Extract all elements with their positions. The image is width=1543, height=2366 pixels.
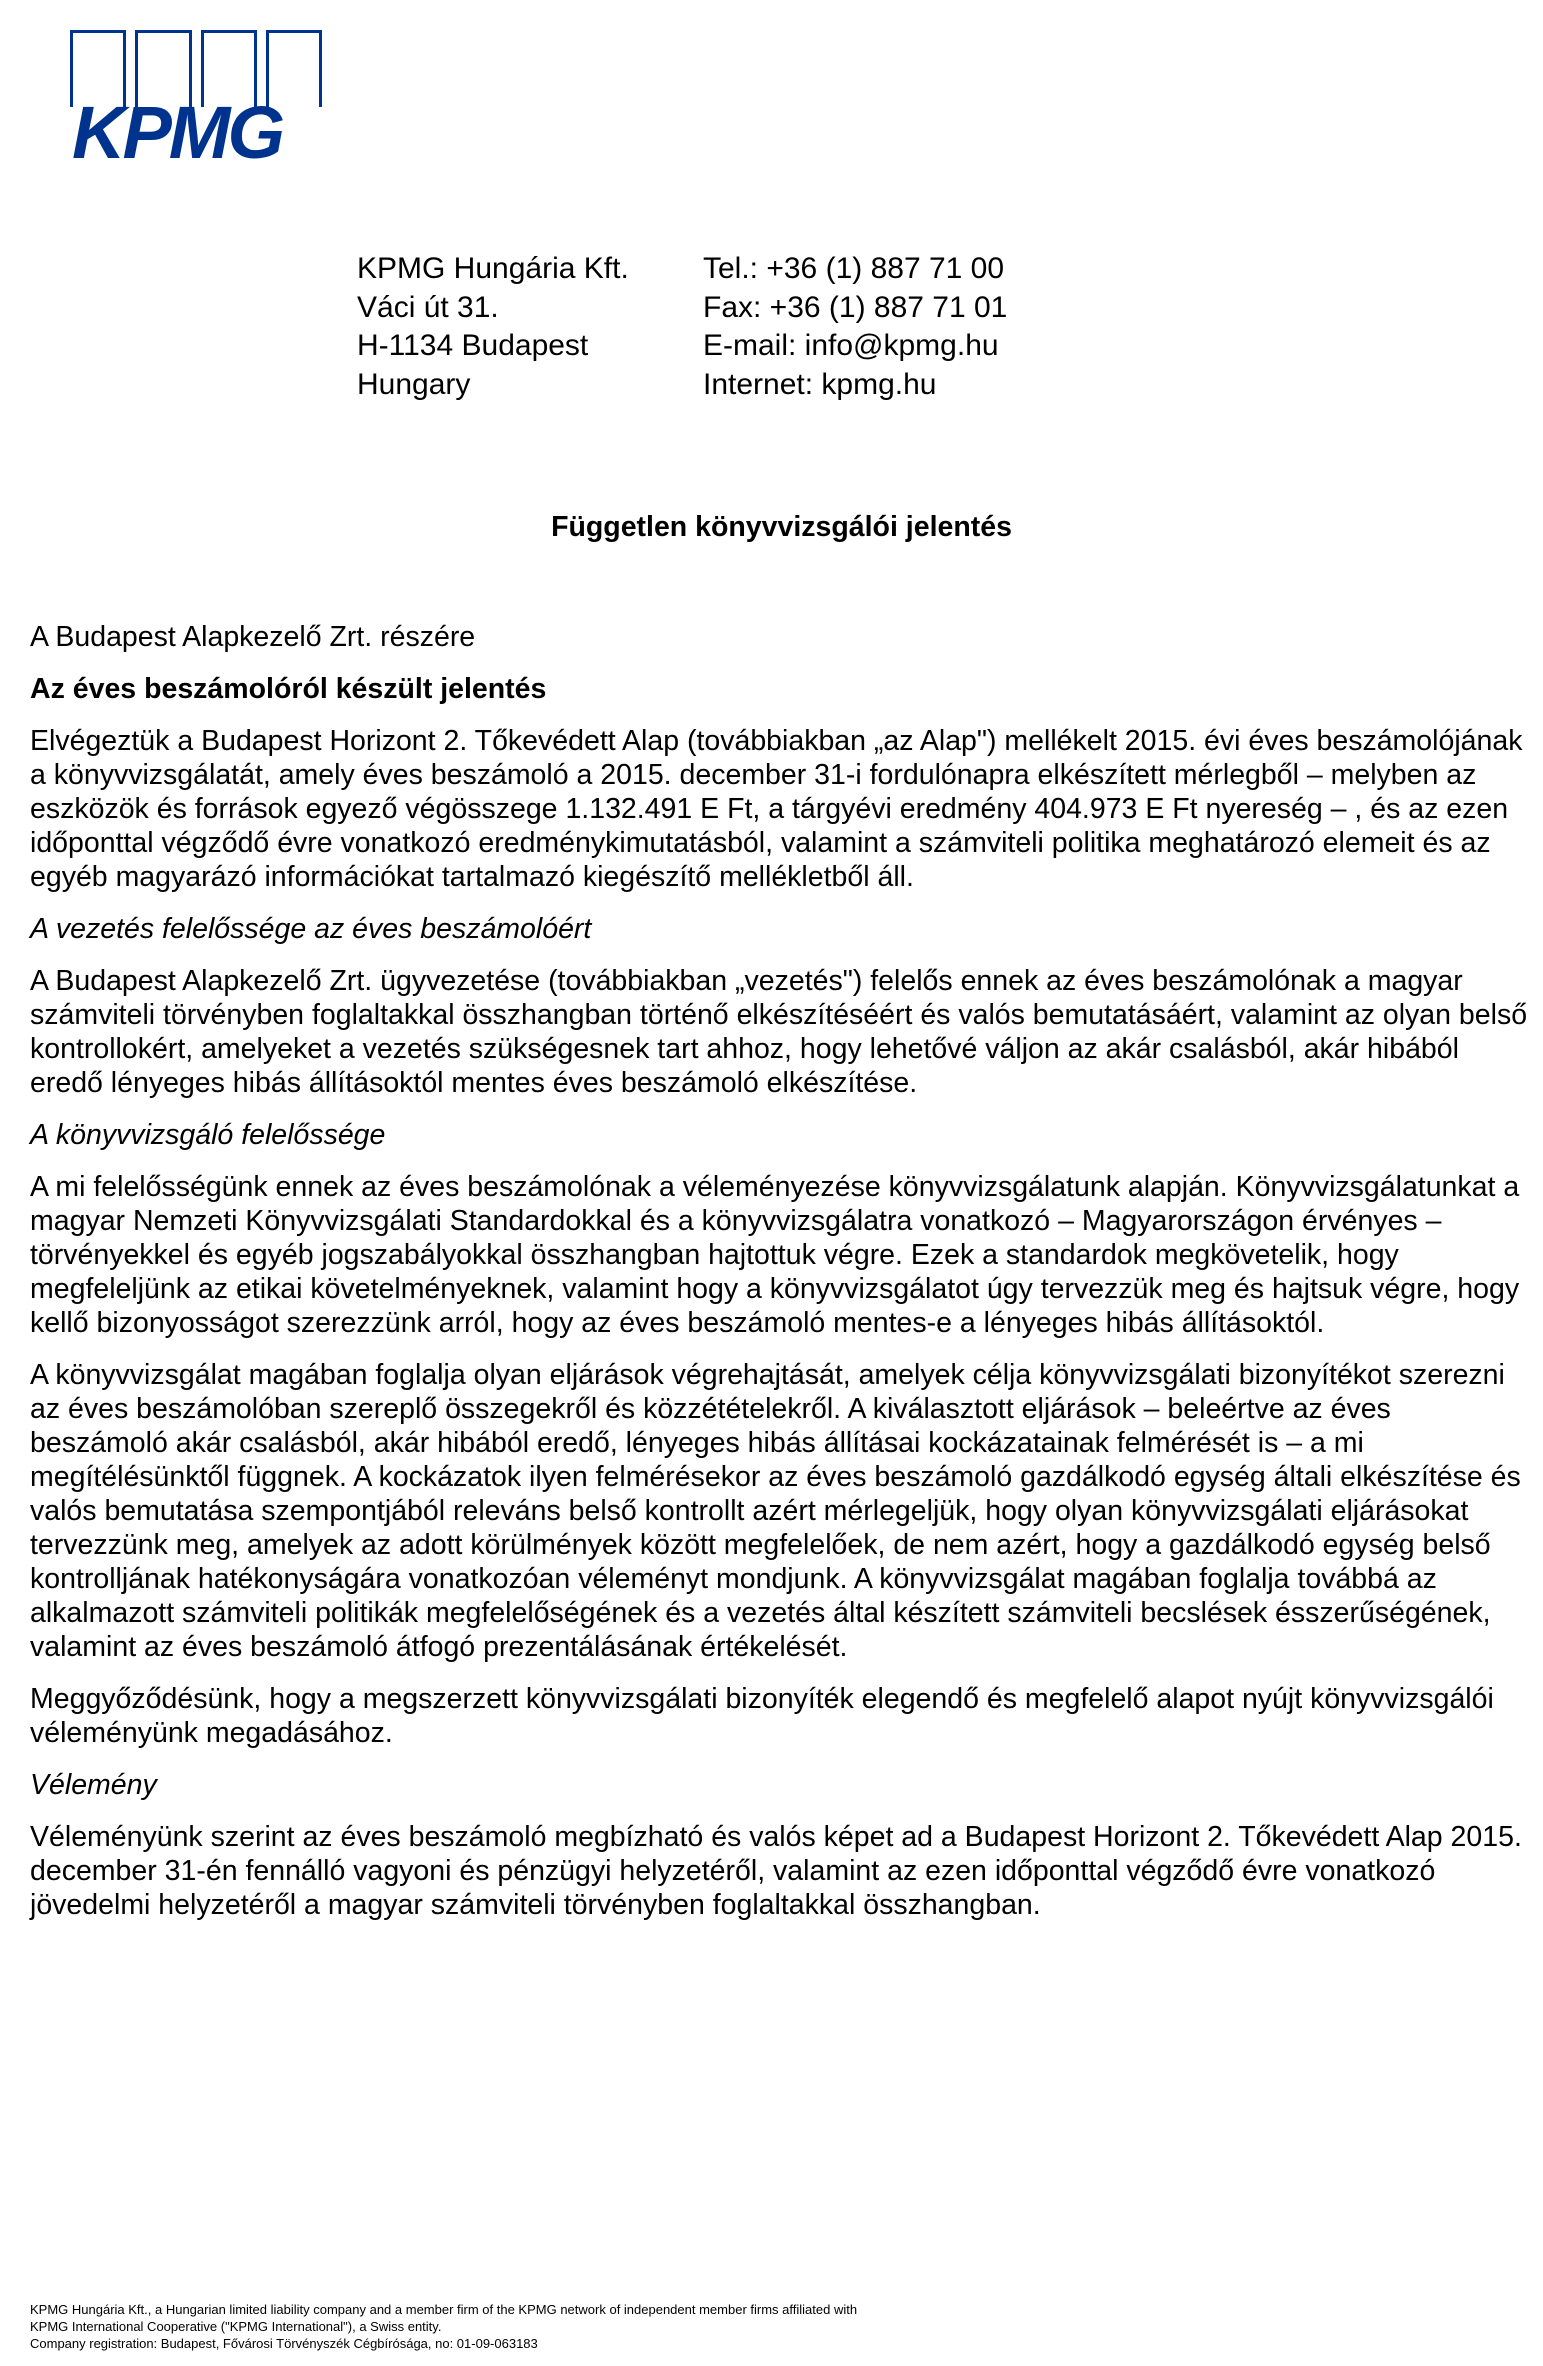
contact-fax: Fax: +36 (1) 887 71 01 — [703, 290, 1008, 324]
logo-boxes — [70, 30, 322, 100]
opinion-paragraph: Véleményünk szerint az éves beszámoló megbízható és valós képet ad a Budapest Horizont 2. Tőkevédett Alap 2015. december 31-én fennálló vagyoni és pénzügyi helyzetéről, valamint az ezen időponttal végződő évre vonatkozó jövedelmi helyzetéről a magyar számviteli törvényben foglaltakkal összhangban. — [30, 1821, 1522, 1921]
kpmg-logo — [70, 30, 322, 174]
address-row — [357, 327, 1007, 366]
address-line: Váci út 31. — [357, 290, 499, 324]
address-row — [357, 289, 1007, 328]
report-title: Független könyvvizsgálói jelentés — [551, 511, 1012, 543]
address-line: H-1134 Budapest — [357, 329, 589, 362]
report-body — [30, 620, 1530, 1940]
address-row — [357, 250, 1007, 289]
page-footer — [30, 2301, 1430, 2352]
footer-line: KPMG Hungária Kft., a Hungarian limited liability company and a member firm of the KPMG network of independent member firms affiliated with — [30, 2302, 858, 2317]
contact-email: E-mail: info@kpmg.hu — [703, 329, 999, 362]
footer-line: KPMG International Cooperative ("KPMG International"), a Swiss entity. — [30, 2319, 442, 2334]
section-heading: Az éves beszámolóról készült jelentés — [30, 673, 547, 705]
auditor-paragraph-2: A könyvvizsgálat magában foglalja olyan eljárások végrehajtását, amelyek célja könyvvizsgálati bizonyítékot szerezni az éves beszámolóban szereplő összegekről és közzétételekről. A kiválasztott eljárások – beleértve az éves beszámoló akár csalásból, akár hibából eredő, lényeges hibás állításai kockázatainak felmérését is – a mi megítélésünktől függnek. A kockázatok ilyen felmérésekor az éves beszámoló gazdálkodó egység általi elkészítése és valós bemutatása szempontjából releváns belső kontrollt azért mérlegeljük, hogy olyan könyvvizsgálati eljárásokat tervezzünk meg, amelyek az adott körülmények között megfelelőek, de nem azért, hogy a gazdálkodó egység belső kontrolljának hatékonyságára vonatkozóan véleményt mondjunk. A könyvvizsgálat magában foglalja továbbá az alkalmazott számviteli politikák megfelelőségének és a vezetés által készített számviteli becslések ésszerűségének, valamint az éves beszámoló átfogó prezentálásának értékelését. — [30, 1359, 1521, 1663]
auditor-paragraph-1: A mi felelősségünk ennek az éves beszámolónak a véleményezése könyvvizsgálatunk alapján. Könyvvizsgálatunkat a magyar Nemzeti Könyvvizsgálati Standardokkal és a könyvvizsgálatra vonatkozó – Magyarországon érvényes – törvényekkel és egyéb jogszabályokkal összhangban hajtottuk végre. Ezek a standardok megkövetelik, hogy megfeleljünk az etikai követelményeknek, valamint hogy a könyvvizsgálatot úgy tervezzük meg és hajtsuk végre, hogy kellő bizonyosságot szerezzünk arról, hogy az éves beszámoló mentes-e a lényeges hibás állításoktól. — [30, 1171, 1520, 1339]
auditor-heading: A könyvvizsgáló felelőssége — [30, 1119, 386, 1151]
address-line: KPMG Hungária Kft. — [357, 252, 629, 285]
opinion-heading: Vélemény — [30, 1769, 157, 1801]
contact-phone: Tel.: +36 (1) 887 71 00 — [703, 252, 1005, 285]
company-address-block — [357, 250, 1007, 404]
intro-paragraph: Elvégeztük a Budapest Horizont 2. Tőkevédett Alap (továbbiakban „az Alap") mellékelt 2015. évi éves beszámolójának a könyvvizsgálatát, amely éves beszámoló a 2015. december 31-i fordulónapra elkészített mérlegből – melyben az eszközök és források egyező végösszege 1.132.491 E Ft, a tárgyévi eredmény 404.973 E Ft nyereség – , és az ezen időponttal végződő évre vonatkozó eredménykimutatásból, valamint a számviteli politika meghatározó elemeit és az egyéb magyarázó információkat tartalmazó kiegészítő mellékletből áll. — [30, 725, 1523, 893]
contact-internet: Internet: kpmg.hu — [703, 367, 937, 401]
management-paragraph: A Budapest Alapkezelő Zrt. ügyvezetése (továbbiakban „vezetés") felelős ennek az éves beszámolónak a magyar számviteli törvényben foglaltakkal összhangban történő elkészítéséért és valós bemutatásáért, valamint az olyan belső kontrollokért, amelyeket a vezetés szükségesnek tart ahhoz, hogy lehetővé váljon az akár csalásból, akár hibából eredő lényeges hibás állításoktól mentes éves beszámoló elkészítése. — [30, 965, 1528, 1099]
footer-line: Company registration: Budapest, Fővárosi Törvényszék Cégbírósága, no: 01-09-063183 — [30, 2336, 538, 2351]
addressee: A Budapest Alapkezelő Zrt. részére — [30, 621, 476, 653]
management-heading: A vezetés felelőssége az éves beszámolóért — [30, 913, 592, 945]
logo-wordmark: KPMG — [72, 91, 282, 174]
address-row — [357, 366, 1007, 405]
auditor-paragraph-3: Meggyőződésünk, hogy a megszerzett könyvvizsgálati bizonyíték elegendő és megfelelő alapot nyújt könyvvizsgálói véleményünk megadásához. — [30, 1683, 1494, 1749]
address-line: Hungary — [357, 367, 471, 401]
